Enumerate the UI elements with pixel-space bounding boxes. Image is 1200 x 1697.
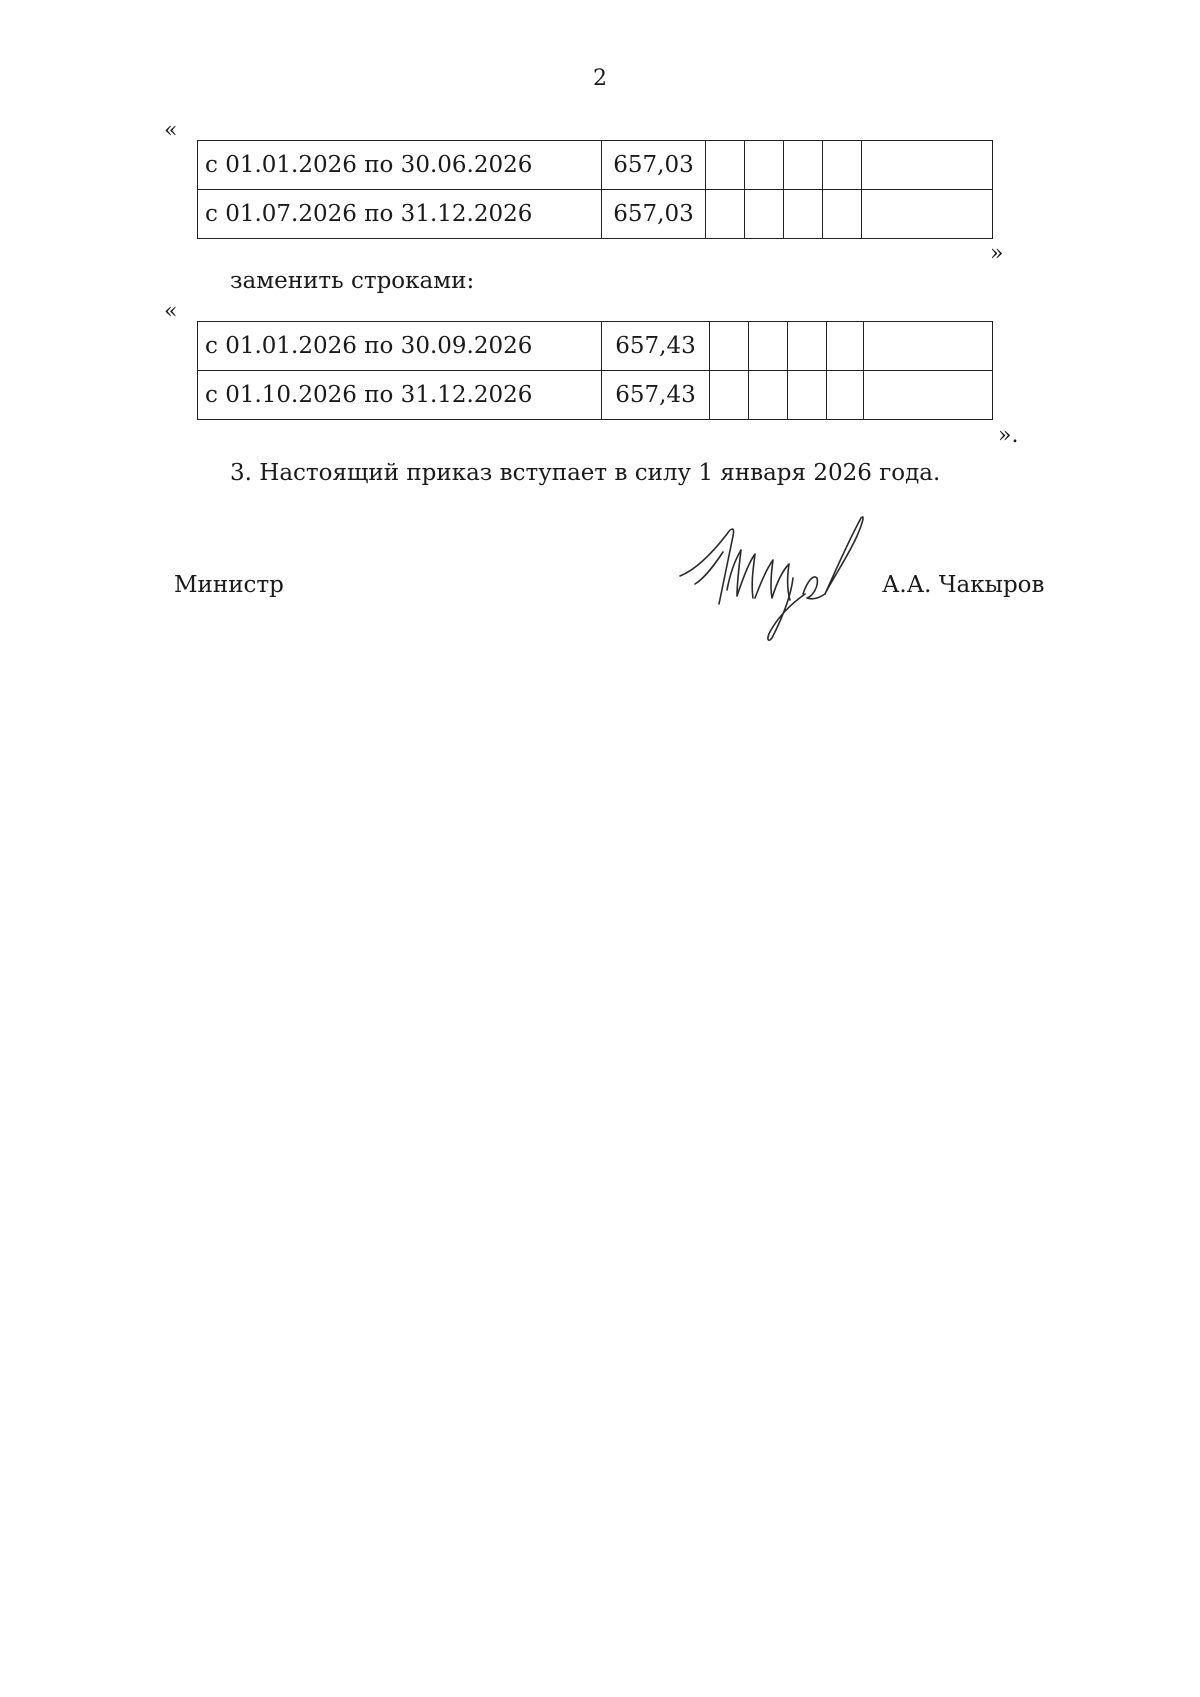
empty-cell [745,141,784,190]
period-cell: с 01.01.2026 по 30.06.2026 [198,141,602,190]
empty-cell [827,322,864,371]
table-row [198,322,993,371]
empty-cell [864,371,993,420]
signature-image [675,512,870,642]
period-cell: с 01.10.2026 по 31.12.2026 [198,371,602,420]
table-row [198,141,993,190]
period-cell: с 01.07.2026 по 31.12.2026 [198,190,602,239]
value-cell: 657,03 [602,141,706,190]
page-number: 2 [593,66,607,91]
empty-cell [749,371,788,420]
value-cell: 657,03 [602,190,706,239]
empty-cell [827,371,864,420]
empty-cell [788,322,827,371]
empty-cell [864,322,993,371]
new-rows-table [197,321,993,420]
open-quote-1: « [164,118,178,143]
empty-cell [706,190,745,239]
value-cell: 657,43 [602,371,710,420]
empty-cell [706,141,745,190]
empty-cell [862,190,993,239]
table-row [198,190,993,239]
empty-cell [710,322,749,371]
replace-instruction: заменить строками: [230,268,475,294]
empty-cell [862,141,993,190]
empty-cell [749,322,788,371]
empty-cell [784,190,823,239]
signatory-position: Министр [174,572,284,598]
old-rows-table [197,140,993,239]
empty-cell [788,371,827,420]
period-cell: с 01.01.2026 по 30.09.2026 [198,322,602,371]
signatory-name: А.А. Чакыров [882,572,1045,598]
empty-cell [745,190,784,239]
empty-cell [823,141,862,190]
empty-cell [710,371,749,420]
close-quote-2: ». [998,423,1019,448]
empty-cell [784,141,823,190]
table-row [198,371,993,420]
close-quote-1: » [990,241,1004,266]
empty-cell [823,190,862,239]
open-quote-2: « [164,299,178,324]
paragraph-3: 3. Настоящий приказ вступает в силу 1 января 2026 года. [230,460,941,486]
value-cell: 657,43 [602,322,710,371]
